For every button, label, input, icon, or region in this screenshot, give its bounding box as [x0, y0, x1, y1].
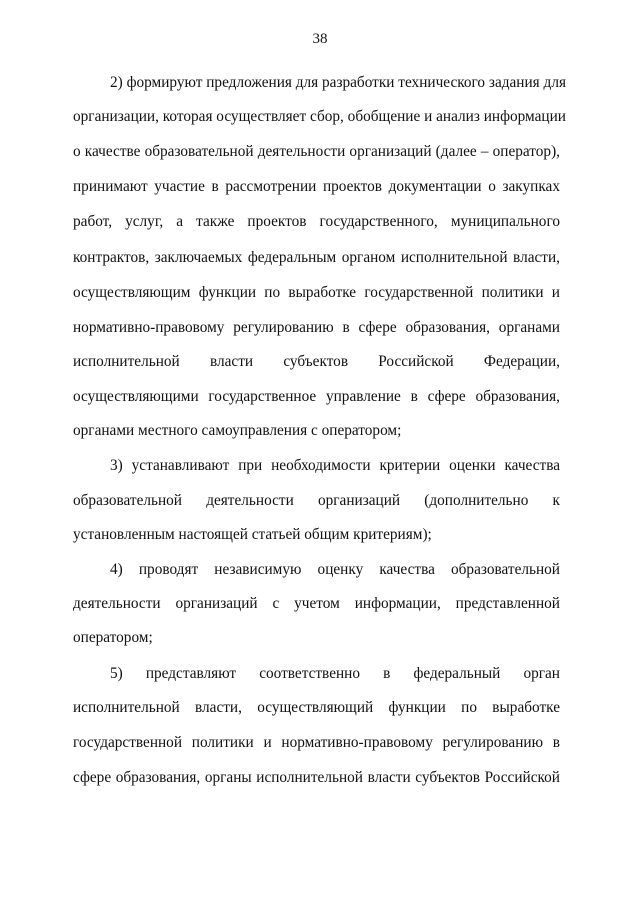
text-line: контрактов, заключаемых федеральным органом исполнительной власти,: [73, 249, 560, 266]
text-line: 2) формируют предложения для разработки технического задания для: [110, 74, 566, 91]
text-line: деятельности организаций с учетом информации, представленной: [73, 595, 560, 612]
text-line: 3) устанавливают при необходимости критерии оценки качества: [110, 457, 560, 474]
text-line: осуществляющим функции по выработке государственной политики и: [73, 284, 560, 301]
text-line: исполнительной власти субъектов Российской Федерации,: [73, 353, 560, 370]
text-line: сфере образования, органы исполнительной власти субъектов Российской: [73, 769, 560, 786]
text-line: органами местного самоуправления с оператором;: [73, 422, 402, 439]
text-line: работ, услуг, а также проектов государственного, муниципального: [73, 213, 560, 230]
text-line: организации, которая осуществляет сбор, обобщение и анализ информации: [73, 108, 566, 125]
text-line: 5) представляют соответственно в федеральный орган: [110, 665, 560, 682]
text-line: образовательной деятельности организаций (дополнительно к: [73, 492, 560, 509]
text-line: осуществляющими государственное управление в сфере образования,: [73, 388, 560, 405]
text-line: установленным настоящей статьей общим критериям);: [73, 526, 432, 543]
text-line: 4) проводят независимую оценку качества образовательной: [110, 561, 560, 578]
text-line: оператором;: [73, 629, 153, 646]
text-line: принимают участие в рассмотрении проектов документации о закупках: [73, 178, 560, 195]
text-line: исполнительной власти, осуществляющий функции по выработке: [73, 699, 560, 716]
text-line: о качестве образовательной деятельности организаций (далее – оператор),: [73, 143, 560, 160]
text-line: государственной политики и нормативно-правовому регулированию в: [73, 734, 560, 751]
page-number: 38: [312, 31, 328, 47]
text-line: нормативно-правовому регулированию в сфере образования, органами: [73, 319, 560, 336]
